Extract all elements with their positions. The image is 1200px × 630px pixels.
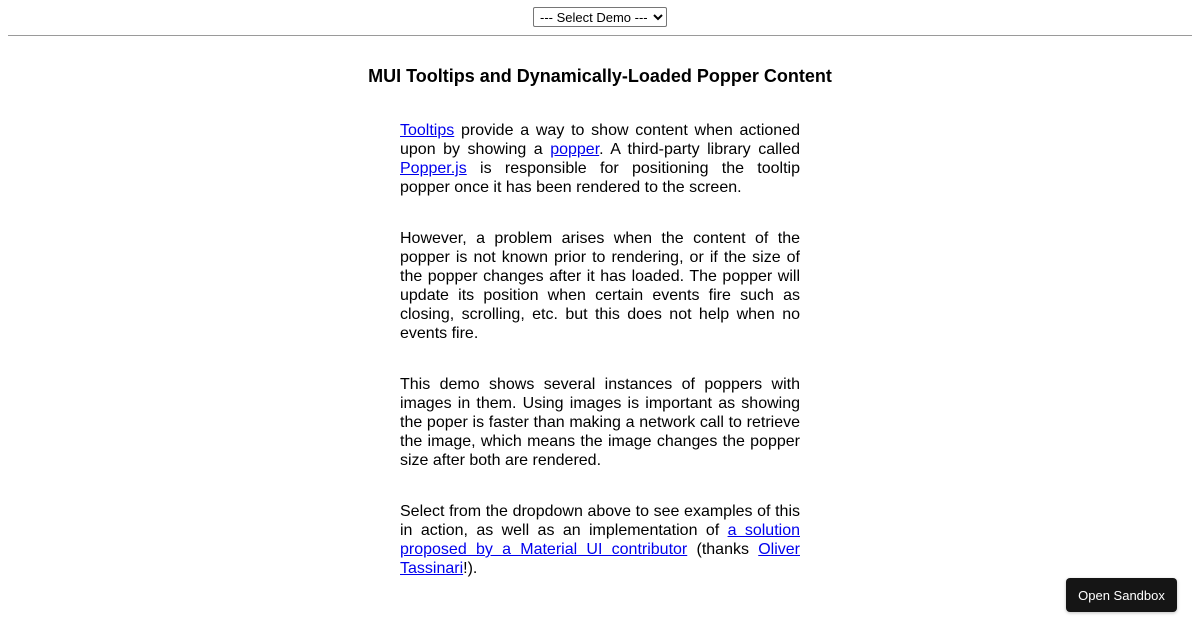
paragraph-text: Select from the dropdown above to see examples of this in action, as well as an implementation of (400, 503, 800, 539)
oliver-tassinari-link[interactable]: Oliver Tassinari (400, 541, 800, 577)
popperjs-link[interactable]: Popper.js (400, 160, 467, 177)
intro-content (400, 121, 800, 578)
paragraph-text: !). (463, 560, 478, 577)
solution-link[interactable]: a solution proposed by a Material UI contributor (400, 522, 800, 558)
paragraph-tooltips-intro (400, 121, 800, 197)
paragraph-text: . A third-party library called (599, 141, 800, 158)
top-bar (0, 0, 1200, 35)
paragraph-instructions (400, 502, 800, 578)
demo-select-dropdown[interactable] (533, 7, 667, 27)
header-divider (8, 35, 1192, 36)
paragraph-text: provide a way to show content when actioned upon by showing a (400, 122, 800, 158)
tooltips-link[interactable]: Tooltips (400, 122, 455, 139)
paragraph-problem: However, a problem arises when the content of the popper is not known prior to rendering, or if the size of the popper changes after it has loaded. The popper will update its position when certain events fire such as closing, scrolling, etc. but this does not help when no events fire. (400, 230, 800, 342)
page-title: MUI Tooltips and Dynamically-Loaded Popper Content (368, 66, 832, 86)
paragraph-text: (thanks (687, 541, 759, 558)
paragraph-demo-description: This demo shows several instances of poppers with images in them. Using images is important as showing the poper is faster than making a network call to retrieve the image, which means the image changes the popper size after both are rendered. (400, 376, 800, 469)
open-sandbox-button[interactable]: Open Sandbox (1066, 578, 1177, 612)
paragraph-text: is responsible for positioning the tooltip popper once it has been rendered to the screen. (400, 160, 800, 196)
popper-link[interactable]: popper (550, 141, 600, 158)
